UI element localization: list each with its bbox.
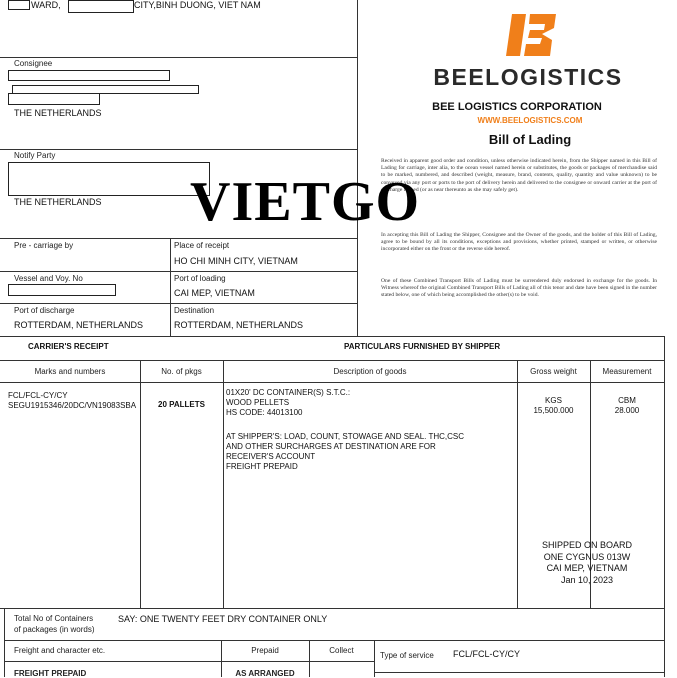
vietgo-watermark: VIETGO — [190, 171, 421, 233]
port-of-loading-label: Port of loading — [174, 274, 226, 283]
divider — [0, 382, 665, 383]
port-of-discharge-label: Port of discharge — [14, 306, 75, 315]
divider-left-block — [357, 0, 358, 336]
desc-line-6: RECEIVER'S ACCOUNT — [226, 452, 316, 461]
col-no-of-pkgs: No. of pkgs — [161, 367, 202, 376]
pkgs-value: 20 PALLETS — [158, 400, 205, 409]
divider — [0, 336, 665, 337]
redacted-field — [8, 284, 116, 296]
desc-line-3: HS CODE: 44013100 — [226, 408, 303, 417]
shipped-line-1: SHIPPED ON BOARD — [541, 540, 633, 550]
redacted-field — [8, 0, 30, 10]
desc-line-1: 01X20' DC CONTAINER(S) S.T.C.: — [226, 388, 351, 397]
divider — [0, 271, 357, 272]
destination-label: Destination — [174, 306, 215, 315]
legal-paragraph-2: In accepting this Bill of Lading the Shipper, Consignee and the Owner of the goods, and the holder of this Bill of Lading, agree to be bound by all its conditions, exceptions and provisions, whether printed, stamped or written, or otherwise incorporated either on the front or the reverse side hereof. — [381, 232, 657, 253]
company-website: WWW.BEELOGISTICS.COM — [477, 116, 583, 125]
divider — [0, 608, 665, 609]
desc-line-4: AT SHIPPER'S: LOAD, COUNT, STOWAGE AND SEAL. THC,CSC — [226, 432, 465, 441]
col-gross-weight: Gross weight — [530, 367, 577, 376]
divider — [223, 360, 224, 608]
desc-line-5: AND OTHER SURCHARGES AT DESTINATION ARE FOR — [226, 442, 436, 451]
redacted-field — [8, 162, 210, 196]
shipped-line-3: CAI MEP, VIETNAM — [546, 563, 628, 573]
col-marks-numbers: Marks and numbers — [34, 367, 106, 376]
divider — [0, 303, 357, 304]
desc-line-7: FREIGHT PREPAID — [226, 462, 298, 471]
total-containers-value: SAY: ONE TWENTY FEET DRY CONTAINER ONLY — [118, 614, 328, 624]
freight-label: Freight and character etc. — [14, 646, 106, 655]
carriers-receipt-heading: CARRIER'S RECEIPT — [28, 342, 109, 351]
marks-line-2: SEGU1915346/20DC/VN19083SBA — [8, 401, 137, 410]
divider — [4, 640, 664, 641]
shipped-line-4: Jan 10, 2023 — [560, 574, 614, 585]
marks-line-1: FCL/FCL-CY/CY — [8, 391, 68, 400]
company-logo-text: BEELOGISTICS — [433, 64, 623, 90]
shipped-line-2: ONE CYGNUS 013W — [543, 551, 631, 562]
type-of-service-label: Type of service — [380, 651, 434, 660]
col-measurement: Measurement — [602, 367, 652, 376]
freight-row-label: FREIGHT PREPAID — [14, 669, 87, 678]
bee-logo-icon — [498, 10, 564, 62]
total-containers-label-1: Total No of Containers — [14, 614, 94, 623]
freight-prepaid-label: Prepaid — [251, 646, 279, 655]
notify-party-label: Notify Party — [14, 151, 56, 160]
divider — [374, 672, 664, 673]
place-of-receipt-label: Place of receipt — [174, 241, 230, 250]
divider — [170, 238, 171, 336]
legal-paragraph-3: One of these Combined Transport Bills of Lading must be surrendered duly endorsed in exchange for the goods. In Witness whereof the original Combined Transport Bills of Lading all of this tenor and date have been signed in the number stated below, one of which being accomplished the other(s) to be void. — [381, 278, 657, 299]
divider — [0, 57, 357, 58]
legal-paragraph-1: Received in apparent good order and condition, unless otherwise indicated herein, from the Shipper named in this Bill of Lading for carriage, inter alia, to the ocean vessel named herein or substitutes, the goods or packages of merchandise said to be marked, numbered, and described (weight, measure, brand, contents, quality, quantity and value unknown) to be conveyed via any port or ports to the port of delivery herein and delivered to the consignee or onward carrier at the port of discharge named (or as near thereunto as she may safely get). — [381, 158, 657, 193]
destination-value: ROTTERDAM, NETHERLANDS — [174, 320, 304, 330]
divider — [140, 360, 141, 608]
divider — [4, 608, 5, 677]
gross-weight-value: 15,500.000 — [533, 406, 574, 415]
redacted-field — [8, 93, 100, 105]
redacted-field — [8, 70, 170, 81]
divider — [0, 360, 665, 361]
freight-collect-label: Collect — [329, 646, 354, 655]
consignee-country: THE NETHERLANDS — [14, 108, 102, 118]
divider — [4, 661, 374, 662]
freight-row-prepaid: AS ARRANGED — [235, 669, 295, 678]
measurement-unit: CBM — [618, 396, 636, 405]
divider — [0, 149, 357, 150]
shipped-on-board-stamp — [527, 540, 647, 586]
pre-carriage-label: Pre - carriage by — [14, 241, 74, 250]
type-of-service-value: FCL/FCL-CY/CY — [453, 649, 521, 659]
measurement-value: 28.000 — [614, 406, 640, 415]
port-of-discharge-value: ROTTERDAM, NETHERLANDS — [14, 320, 144, 330]
place-of-receipt-value: HO CHI MINH CITY, VIETNAM — [174, 256, 298, 266]
port-of-loading-value: CAI MEP, VIETNAM — [174, 288, 255, 298]
gross-weight-unit: KGS — [545, 396, 562, 405]
particulars-heading: PARTICULARS FURNISHED BY SHIPPER — [344, 342, 501, 351]
divider — [664, 336, 665, 677]
shipper-address-line-2: CITY,BINH DUONG, VIET NAM — [134, 0, 261, 10]
shipper-address-line: WARD, — [31, 0, 61, 10]
desc-line-2: WOOD PELLETS — [226, 398, 290, 407]
total-containers-label-2: of packages (in words) — [14, 625, 95, 634]
col-description: Description of goods — [333, 367, 407, 376]
document-title: Bill of Lading — [488, 132, 572, 147]
company-name: BEE LOGISTICS CORPORATION — [432, 101, 602, 113]
redacted-field — [68, 0, 134, 13]
vessel-voyage-label: Vessel and Voy. No — [14, 274, 83, 283]
notify-party-country: THE NETHERLANDS — [14, 197, 102, 207]
divider — [0, 238, 357, 239]
consignee-label: Consignee — [14, 59, 53, 68]
